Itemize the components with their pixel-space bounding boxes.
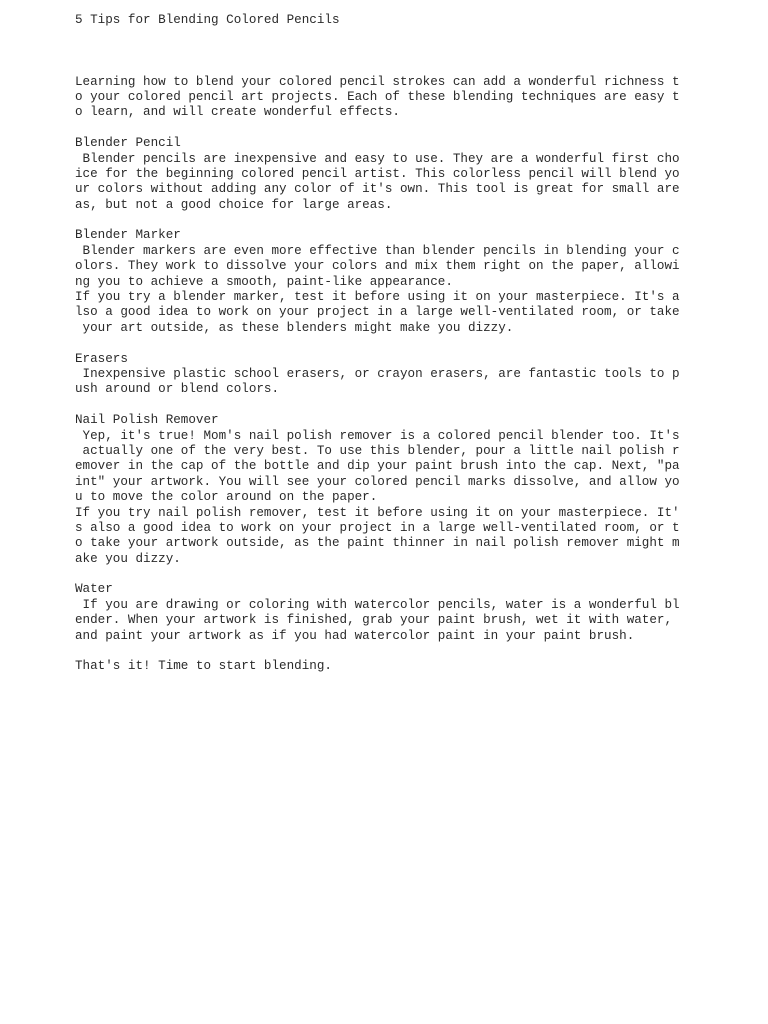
section-line: actually one of the very best. To use this blender, pour a little nail polish r: [75, 443, 680, 458]
section-line: your art outside, as these blenders might make you dizzy.: [75, 320, 514, 335]
section-line: ake you dizzy.: [75, 551, 181, 566]
intro-line: Learning how to blend your colored pencil strokes can add a wonderful richness t: [75, 74, 680, 89]
spacer: [75, 567, 745, 582]
section-heading: Blender Marker: [75, 228, 181, 243]
section-heading: Blender Pencil: [75, 136, 181, 151]
document-title: 5 Tips for Blending Colored Pencils: [75, 13, 340, 27]
section-line: Inexpensive plastic school erasers, or crayon erasers, are fantastic tools to p: [75, 366, 680, 381]
section-blender-marker: [75, 228, 745, 336]
section-line: lso a good idea to work on your project in a large well-ventilated room, or take: [75, 305, 680, 320]
section-nail-polish-remover: [75, 413, 745, 567]
spacer: [75, 28, 745, 43]
section-line: o take your artwork outside, as the paint thinner in nail polish remover might m: [75, 536, 680, 551]
intro-line: o learn, and will create wonderful effects.: [75, 105, 400, 120]
spacer: [75, 59, 745, 74]
section-line: s also a good idea to work on your project in a large well-ventilated room, or t: [75, 520, 680, 535]
section-line: If you are drawing or coloring with watercolor pencils, water is a wonderful bl: [75, 597, 680, 612]
section-line: and paint your artwork as if you had watercolor paint in your paint brush.: [75, 628, 635, 643]
spacer: [75, 121, 745, 136]
spacer: [75, 44, 745, 59]
section-line: If you try a blender marker, test it before using it on your masterpiece. It's a: [75, 290, 680, 305]
section-line: If you try nail polish remover, test it before using it on your masterpiece. It': [75, 505, 680, 520]
intro-paragraph: [75, 75, 745, 121]
section-heading: Water: [75, 582, 113, 597]
section-line: ush around or blend colors.: [75, 382, 280, 397]
intro-line: o your colored pencil art projects. Each of these blending techniques are easy t: [75, 89, 680, 104]
section-line: olors. They work to dissolve your colors and mix them right on the paper, allowi: [75, 259, 680, 274]
section-line: ice for the beginning colored pencil artist. This colorless pencil will blend yo: [75, 166, 680, 181]
spacer: [75, 398, 745, 413]
closing-line: That's it! Time to start blending.: [75, 659, 332, 674]
section-line: Blender markers are even more effective than blender pencils in blending your c: [75, 243, 680, 258]
section-water: [75, 582, 745, 644]
document-page: [75, 13, 745, 675]
section-erasers: [75, 352, 745, 398]
section-blender-pencil: [75, 136, 745, 213]
section-line: ng you to achieve a smooth, paint-like appearance.: [75, 274, 453, 289]
spacer: [75, 213, 745, 228]
section-line: as, but not a good choice for large areas.: [75, 197, 393, 212]
spacer: [75, 644, 745, 659]
section-line: Blender pencils are inexpensive and easy to use. They are a wonderful first cho: [75, 151, 680, 166]
section-line: emover in the cap of the bottle and dip your paint brush into the cap. Next, "pa: [75, 459, 680, 474]
section-line: Yep, it's true! Mom's nail polish remover is a colored pencil blender too. It's: [75, 428, 680, 443]
section-heading: Nail Polish Remover: [75, 413, 219, 428]
section-line: u to move the color around on the paper.: [75, 490, 378, 505]
section-heading: Erasers: [75, 351, 128, 366]
section-line: ender. When your artwork is finished, grab your paint brush, wet it with water,: [75, 613, 673, 628]
section-line: ur colors without adding any color of it's own. This tool is great for small are: [75, 182, 680, 197]
spacer: [75, 336, 745, 351]
section-line: int" your artwork. You will see your colored pencil marks dissolve, and allow yo: [75, 474, 680, 489]
